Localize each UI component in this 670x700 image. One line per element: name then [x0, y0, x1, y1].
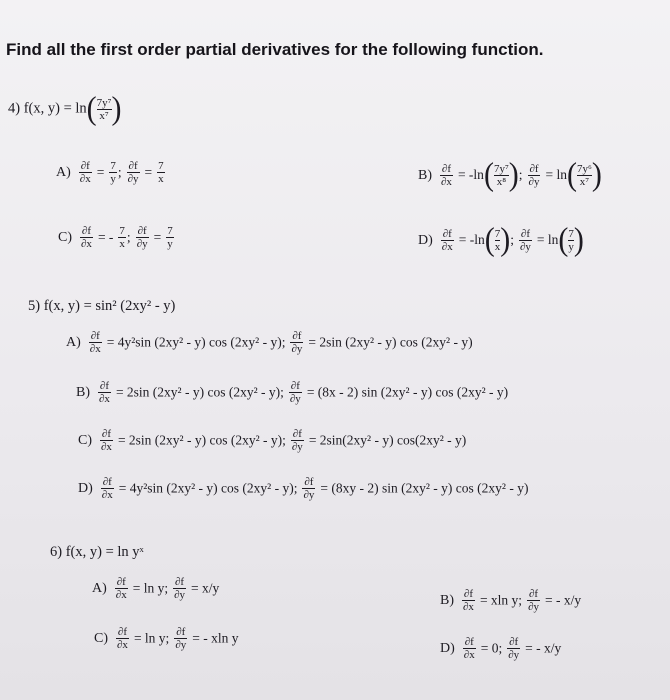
- partial-fx-symbol: [463, 636, 476, 661]
- numerator: ∂f: [102, 476, 112, 488]
- denominator: ∂y: [175, 639, 187, 651]
- partial-fx-symbol: [441, 228, 454, 253]
- numerator: 7: [119, 225, 125, 237]
- numerator: ∂f: [116, 576, 126, 588]
- left-paren: (: [483, 156, 494, 193]
- partial-fy-symbol: [136, 225, 149, 250]
- problem-6-number: 6): [50, 544, 63, 560]
- problem-4-choice-d[interactable]: [418, 221, 584, 258]
- numerator: ∂f: [175, 576, 185, 588]
- problem-5-choice-c[interactable]: [78, 428, 466, 453]
- denominator: y: [110, 173, 116, 185]
- denominator: ∂x: [441, 240, 453, 253]
- answer-6d-fy: = - x/y: [525, 640, 562, 656]
- answer-5a-fy: = 2sin (2xy² - y) cos (2xy² - y): [308, 334, 473, 350]
- partial-fy-symbol: [289, 380, 302, 405]
- partial-fy-symbol: [127, 160, 140, 185]
- answer-5c-fy: = 2sin(2xy² - y) cos(2xy² - y): [308, 432, 467, 448]
- numerator: 7y⁷: [493, 162, 509, 175]
- left-paren: (: [484, 221, 495, 258]
- problem-5-choice-d[interactable]: [78, 476, 528, 501]
- choice-label: C): [94, 631, 108, 647]
- answer-5d-fy: = (8xy - 2) sin (2xy² - y) cos (2xy² - y): [320, 480, 529, 496]
- denominator: ∂y: [291, 343, 303, 355]
- equals: =: [144, 164, 153, 180]
- right-paren: ): [500, 221, 511, 258]
- denominator: ∂y: [289, 393, 301, 405]
- numerator: 7: [494, 227, 501, 240]
- left-paren: (: [558, 221, 569, 258]
- problem-4-statement: [8, 90, 122, 127]
- answer-4a-fx: [109, 160, 117, 185]
- choice-label: C): [78, 433, 92, 449]
- denominator: ∂y: [519, 240, 531, 253]
- problem-6-choice-c[interactable]: [94, 626, 239, 651]
- problem-4-numerator: 7y⁷: [96, 96, 112, 109]
- numerator: ∂f: [528, 588, 539, 600]
- answer-4b-fx: [494, 163, 509, 188]
- partial-fx-symbol: [101, 476, 114, 501]
- right-paren: ): [508, 156, 519, 193]
- numerator: ∂f: [529, 162, 539, 175]
- problem-6-choice-b[interactable]: [440, 588, 581, 613]
- problem-4-denominator: x⁷: [99, 109, 109, 122]
- equals: =: [96, 164, 105, 180]
- partial-fy-symbol: [173, 576, 186, 601]
- problem-5-number: 5): [28, 298, 41, 314]
- answer-5a-fx: = 4y²sin (2xy² - y) cos (2xy² - y);: [106, 334, 286, 350]
- denominator: ∂y: [303, 489, 315, 501]
- answer-4c-fy: [166, 225, 174, 250]
- denominator: y: [167, 238, 173, 250]
- denominator: ∂y: [528, 175, 540, 188]
- choice-label: D): [440, 641, 455, 657]
- problem-6-statement: [50, 544, 144, 561]
- answer-6a-fx: = ln y;: [132, 580, 169, 596]
- denominator: ∂y: [528, 601, 539, 613]
- answer-6c-fy: = - xln y: [192, 630, 239, 646]
- choice-label: B): [440, 593, 454, 609]
- partial-fx-symbol: [79, 160, 92, 185]
- denominator: ∂y: [291, 441, 303, 453]
- numerator: 7: [568, 227, 574, 240]
- right-paren: ): [111, 90, 122, 127]
- right-paren: ): [573, 221, 584, 258]
- denominator: ∂y: [174, 589, 186, 601]
- partial-fx-symbol: [80, 225, 93, 250]
- pos-ln: = ln: [536, 232, 559, 247]
- answer-6b-fy: = - x/y: [545, 592, 582, 608]
- numerator: 7: [110, 160, 116, 172]
- problem-6-function: f(x, y) = ln yˣ: [65, 544, 144, 560]
- partial-fx-symbol: [115, 576, 128, 601]
- numerator: ∂f: [292, 428, 302, 440]
- problem-5-statement: [28, 298, 175, 315]
- problem-4-fraction: [97, 97, 112, 122]
- numerator: ∂f: [101, 428, 112, 440]
- semicolon: ;: [126, 229, 131, 245]
- partial-fy-symbol: [291, 428, 304, 453]
- partial-fy-symbol: [290, 330, 303, 355]
- equals: =: [153, 229, 162, 245]
- choice-label: C): [58, 230, 72, 246]
- partial-fy-symbol: [528, 163, 541, 188]
- partial-fy-symbol: [174, 626, 187, 651]
- choice-label: A): [92, 581, 107, 597]
- numerator: 7y⁶: [576, 162, 592, 175]
- denominator: ∂y: [127, 173, 139, 185]
- answer-5c-fx: = 2sin (2xy² - y) cos (2xy² - y);: [117, 432, 286, 448]
- partial-fx-symbol: [89, 330, 102, 355]
- denominator: x: [119, 238, 125, 250]
- left-paren: (: [566, 156, 577, 193]
- denominator: ∂x: [101, 441, 112, 453]
- numerator: 7: [158, 160, 164, 172]
- denominator: ∂y: [508, 649, 520, 661]
- denominator: ∂x: [441, 175, 452, 188]
- denominator: ∂x: [115, 589, 127, 601]
- denominator: ∂x: [101, 489, 113, 501]
- semicolon: ;: [510, 232, 514, 247]
- semicolon: ;: [117, 164, 122, 180]
- partial-fy-symbol: [302, 476, 315, 501]
- numerator: 7: [167, 225, 173, 237]
- left-paren: (: [86, 90, 97, 127]
- denominator: ∂x: [89, 343, 101, 355]
- partial-fx-symbol: [116, 626, 129, 651]
- numerator: ∂f: [117, 626, 128, 638]
- problem-5-function: f(x, y) = sin² (2xy² - y): [43, 298, 176, 314]
- choice-label: B): [418, 167, 432, 183]
- problem-5-choice-b[interactable]: [76, 380, 508, 405]
- partial-fy-symbol: [519, 228, 532, 253]
- partial-fx-symbol: [440, 163, 453, 188]
- answer-6d-fx: = 0;: [480, 640, 503, 656]
- denominator: ∂x: [79, 173, 91, 185]
- numerator: ∂f: [99, 380, 110, 392]
- page-title: Find all the first order partial derivatives for the following function.: [6, 40, 544, 59]
- answer-4a-fy: [157, 160, 165, 185]
- partial-fy-symbol: [507, 636, 520, 661]
- right-paren: ): [591, 156, 602, 193]
- neg-ln: = -ln: [458, 232, 485, 247]
- denominator: y: [568, 240, 574, 253]
- denominator: ∂x: [463, 601, 474, 613]
- denominator: ∂x: [81, 238, 92, 250]
- denominator: ∂x: [99, 393, 110, 405]
- numerator: ∂f: [90, 330, 100, 342]
- problem-6-choice-a[interactable]: [92, 576, 219, 601]
- problem-4-number: 4): [8, 100, 21, 117]
- numerator: ∂f: [176, 626, 186, 638]
- partial-fx-symbol: [100, 428, 113, 453]
- numerator: ∂f: [509, 636, 519, 648]
- equals-neg: = -: [97, 229, 114, 245]
- numerator: ∂f: [304, 476, 314, 488]
- partial-fx-symbol: [98, 380, 111, 405]
- denominator: ∂x: [117, 639, 128, 651]
- numerator: ∂f: [520, 227, 530, 240]
- numerator: ∂f: [464, 636, 474, 648]
- partial-fx-symbol: [462, 588, 475, 613]
- choice-label: D): [78, 481, 93, 497]
- problem-6-choice-d[interactable]: [440, 636, 561, 661]
- denominator: x⁷: [579, 175, 590, 188]
- problem-4-choice-c[interactable]: [58, 225, 175, 250]
- neg-ln: = -ln: [457, 167, 484, 182]
- choice-label: B): [76, 385, 90, 401]
- problem-4-function-lhs: f(x, y) = ln: [23, 100, 87, 117]
- choice-label: D): [418, 232, 433, 248]
- partial-fy-symbol: [527, 588, 540, 613]
- answer-5b-fx: = 2sin (2xy² - y) cos (2xy² - y);: [115, 384, 284, 400]
- choice-label: A): [56, 165, 71, 181]
- answer-4c-fx: [118, 225, 126, 250]
- answer-4b-fy: [577, 163, 592, 188]
- numerator: ∂f: [292, 330, 302, 342]
- numerator: ∂f: [441, 162, 452, 175]
- pos-ln: = ln: [545, 167, 567, 182]
- numerator: ∂f: [137, 225, 147, 237]
- answer-6c-fx: = ln y;: [133, 630, 170, 646]
- numerator: ∂f: [463, 588, 474, 600]
- answer-5b-fy: = (8x - 2) sin (2xy² - y) cos (2xy² - y): [306, 384, 509, 400]
- problem-4-choice-a[interactable]: [56, 160, 166, 185]
- choice-label: A): [66, 335, 81, 351]
- semicolon: ;: [518, 167, 523, 182]
- problem-5-choice-a[interactable]: [66, 330, 473, 355]
- denominator: x⁸: [496, 175, 507, 188]
- problem-4-choice-b[interactable]: [418, 156, 602, 193]
- denominator: ∂x: [463, 649, 475, 661]
- denominator: x: [158, 173, 164, 185]
- denominator: x: [494, 240, 501, 253]
- answer-6a-fy: = x/y: [191, 580, 220, 596]
- denominator: ∂y: [136, 238, 148, 250]
- numerator: ∂f: [290, 380, 300, 392]
- numerator: ∂f: [442, 227, 452, 240]
- answer-5d-fx: = 4y²sin (2xy² - y) cos (2xy² - y);: [118, 480, 298, 496]
- answer-6b-fx: = xln y;: [479, 592, 523, 608]
- numerator: ∂f: [80, 160, 90, 172]
- numerator: ∂f: [81, 225, 92, 237]
- numerator: ∂f: [128, 160, 138, 172]
